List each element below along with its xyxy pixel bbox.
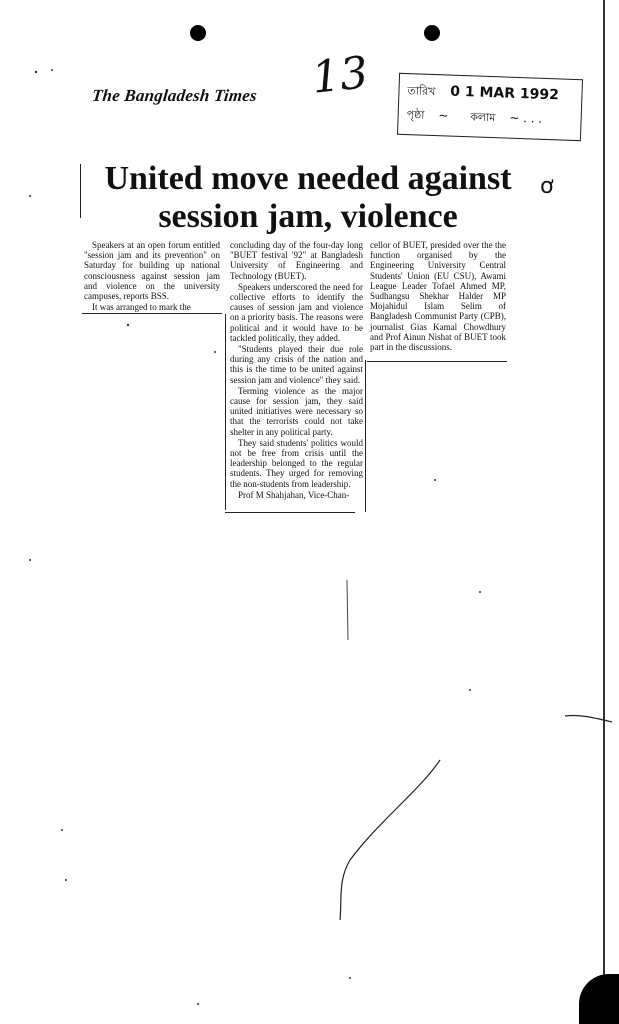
article-column-2 [230, 240, 363, 501]
column-2-paragraph: Terming violence as the major cause for session jam, they said united initiatives were necessary so that the terrorists could not take shelter in any political party. [230, 385, 363, 437]
stamp-squiggle-2: ~ . . . [508, 110, 543, 126]
article-headline [78, 160, 538, 236]
article-column-3 [370, 240, 506, 353]
article-column-1 [84, 240, 220, 313]
column-2-paragraph: They said students' politics would not be free from crisis until the leadership belonged to the regular students. They urged for removing the non-students from leadership. [230, 437, 363, 489]
scan-speck [469, 689, 471, 691]
scan-speck [29, 559, 31, 561]
scan-speck [214, 351, 216, 353]
column-1-paragraph: It was arranged to mark the [92, 302, 191, 313]
stamp-page-row [406, 106, 542, 130]
clip-edge-col2-right [365, 360, 366, 512]
column-1-paragraph: Speakers at an open forum entitled "session jam and its prevention" on Saturday for building up national consciousness against session jam and violence on the university campuses, reports BSS. [84, 240, 220, 302]
scan-speck [51, 69, 53, 71]
column-2-paragraph: Prof M Shahjahan, Vice-Chan- [238, 489, 350, 500]
scan-speck [29, 195, 31, 197]
stamp-date-label: তারিখ [407, 84, 436, 99]
punch-hole-right [424, 25, 440, 41]
page-edge-line [603, 0, 605, 1024]
clip-edge-under-col3 [367, 361, 507, 362]
newspaper-masthead: The Bangladesh Times [91, 86, 258, 105]
scan-speck [65, 879, 67, 881]
headline-line-1: United move needed against [104, 160, 512, 197]
scan-speck [479, 591, 481, 593]
scan-speck [434, 479, 436, 481]
handwritten-page-number: 13 [309, 47, 371, 104]
page-corner-shadow [579, 974, 619, 1024]
clip-edge-col2-left [225, 314, 226, 510]
column-2-paragraph: Speakers underscored the need for collective efforts to identify the causes of session jam and violence on a priority basis. The reasons were political and it would have to be tackled politically, they added. [230, 281, 363, 343]
stamp-date-row [407, 82, 559, 106]
clip-edge-under-col2 [225, 512, 355, 513]
scan-speck [349, 977, 351, 979]
stamp-squiggle: ~ [438, 108, 449, 123]
date-stamp [397, 73, 583, 141]
column-2-paragraph: concluding day of the four-day long "BUET festival '92" at Bangladesh University of Engineering and Technology (BUET). [230, 240, 363, 281]
stamp-column-label: কলাম [469, 110, 496, 125]
headline-line-2: session jam, violence [158, 198, 458, 235]
scan-speck [35, 71, 37, 73]
scan-stroke-mid [347, 580, 348, 640]
stamp-page-label: পৃষ্ঠা [406, 108, 425, 122]
punch-hole-left [190, 25, 206, 41]
stamp-date-value: 0 1 MAR 1992 [449, 83, 560, 104]
scan-speck [197, 1003, 199, 1005]
clip-edge-left [80, 164, 81, 218]
scan-speck [61, 829, 63, 831]
margin-handwritten-mark: ơ [540, 174, 554, 199]
column-2-paragraph: "Students played their due role during any crisis of the nation and this is the time to be united against session jam and violence" they said. [230, 344, 363, 385]
scan-stroke-lower [340, 760, 440, 920]
scan-speck [127, 324, 129, 326]
column-3-paragraph: cellor of BUET, presided over the the function organised by the Engineering University Central Students' Union (EU CSU), Awami League Leader Tofael Ahmed MP, Sudhangsu Shekhar Halder MP Mojahidul Islam Selim of Bangladesh Communist Party (CPB), journalist Gias Kamal Chowdhury and Prof Ainun Nishat of BUET took part in the discussions. [370, 240, 506, 353]
